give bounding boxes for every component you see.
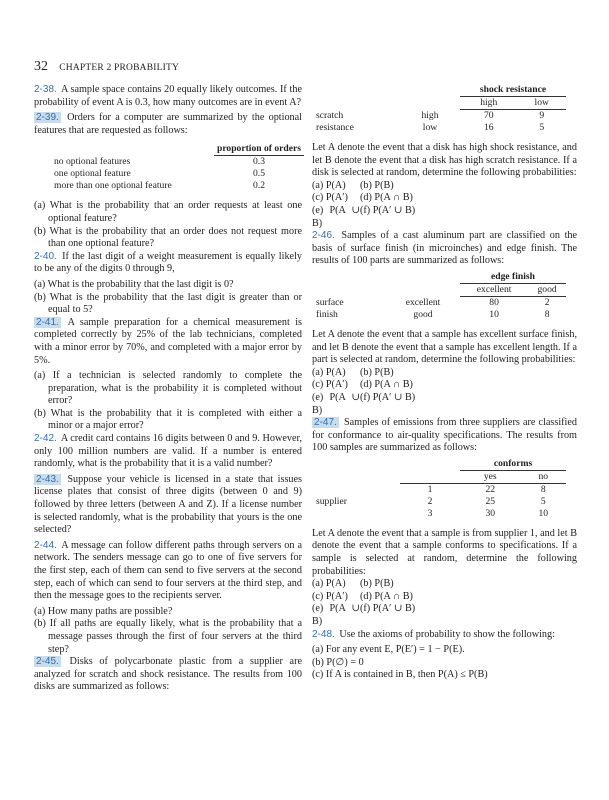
exercise-2-41 xyxy=(34,317,302,433)
part-a: (a) How many paths are possible? xyxy=(34,605,173,617)
exercise-2-40 xyxy=(34,251,302,317)
exercise-2-46 xyxy=(312,230,577,268)
part-b: (b) P(∅) = 0 xyxy=(312,656,364,668)
exercise-text: A message can follow different paths through servers on a network. The senders message can go to one of five servers for the first step, each of them can send to five servers at the second step, each of which can send to four servers at the third step, and then the message goes to the recipients server. xyxy=(34,539,303,602)
table-row: scratch high 70 9 xyxy=(316,109,545,121)
part-b: (b) What is the probability that the last digit is greater than or equal to 5? xyxy=(34,291,302,316)
part-a: (a) What is the probability that the last digit is 0? xyxy=(34,278,234,290)
exercise-text: Use the axioms of probability to show the following: xyxy=(339,628,555,640)
exercise-text: If the last digit of a weight measurement is equally likely to be any of the digits 0 through 9, xyxy=(34,250,303,275)
table-header: edge finish xyxy=(460,271,566,284)
exercise-number: 2-41. xyxy=(36,316,59,328)
conformance-description: Let A denote the event that a sample is from supplier 1, and let B denote the event that a sample conforms to specifications. If a sample is selected at random, determine the following probabilities: xyxy=(312,527,577,577)
exercise-text: Suppose your vehicle is licensed in a state that issues license plates that consist of three digits (between 0 and 9) followed by three letters (between A and Z). If a license number is selected randomly, what is the probability that yours is the one selected? xyxy=(34,473,302,536)
part-b: (b) What is the probability that an order does not request more than one optional feature? xyxy=(34,225,302,250)
right-column xyxy=(312,84,577,682)
exercise-number: 2-43. xyxy=(36,473,59,485)
probability-options: (a) P(A) (b) P(B) (c) P(A′) (d) P(A ∩ B) (e) P(A ∪ B) (f) P(A′ ∪ B) xyxy=(312,366,416,416)
exercise-2-45 xyxy=(34,656,302,694)
conformance-table: conforms yes no 1 22 8 supplier 2 25 5 3 30 10 xyxy=(316,458,566,520)
exercise-text: Orders for a computer are summarized by the optional features that are requested as follows: xyxy=(34,112,302,136)
part-a: (a) What is the probability that an order requests at least one optional feature? xyxy=(34,200,302,224)
exercise-text: A sample space contains 20 equally likely outcomes. If the probability of event A is 0.3, how many outcomes are in event A? xyxy=(34,84,302,108)
table-row: more than one optional feature 0.2 xyxy=(54,180,265,192)
edge-finish-table: edge finish excellent good surface excellent 80 2 finish good 10 8 xyxy=(316,271,566,321)
part-c: (c) If A is contained in B, then P(A) ≤ P(B) xyxy=(312,669,488,681)
exercise-text: Disks of polycarbonate plastic from a supplier are analyzed for scratch and shock resistance. The results from 100 disks are summarized as follows: xyxy=(34,656,302,693)
exercise-number: 2-44. xyxy=(34,539,57,551)
table-row: finish good 10 8 xyxy=(316,308,550,320)
exercise-text: A sample preparation for a chemical measurement is completed correctly by 25% of the lab technicians, completed with a minor error by 70%, and completed with a major error by 5%. xyxy=(34,316,303,366)
exercise-number: 2-39. xyxy=(36,112,59,124)
left-column xyxy=(34,84,302,697)
exercise-number: 2-48. xyxy=(312,628,335,640)
exercise-text: Samples of emissions from three suppliers are classified for conformance to air-quality specifications. The results from 100 samples are summarized as follows: xyxy=(312,417,578,454)
table-row: 3 30 10 xyxy=(427,507,549,519)
exercise-2-43 xyxy=(34,474,302,537)
page-header xyxy=(34,58,179,75)
edge-description: Let A denote the event that a sample has excellent surface finish, and let B denote the event that a sample has excellent length. If a part is selected at random, determine the following probabilities: xyxy=(312,328,577,366)
exercise-2-39 xyxy=(34,112,302,251)
table-row: 1 22 8 xyxy=(316,483,566,496)
part-b: (b) If all paths are equally likely, what is the probability that a message passes through the first of four servers at the third step? xyxy=(34,618,302,655)
part-a: (a) For any event E, P(E′) = 1 − P(E). xyxy=(312,644,465,656)
exercise-number: 2-42. xyxy=(34,433,57,445)
chapter-title: CHAPTER 2 PROBABILITY xyxy=(59,63,180,73)
exercise-number: 2-45. xyxy=(36,656,59,668)
table-header: shock resistance xyxy=(460,84,566,97)
shock-description: Let A denote the event that a disk has high shock resistance, and let B denote the event that a disk has high scratch resistance. If a disk is selected at random, determine the following probabilities: xyxy=(312,142,577,179)
table-header: proportion of orders xyxy=(214,143,304,156)
exercise-number: 2-46. xyxy=(312,230,335,242)
exercise-number: 2-47. xyxy=(314,417,337,429)
table-header: conforms xyxy=(460,458,566,471)
table-row: resistance low 16 5 xyxy=(316,122,545,133)
exercise-2-42 xyxy=(34,433,302,471)
table-row: no optional features 0.3 xyxy=(54,156,265,168)
exercise-2-48 xyxy=(312,629,577,682)
exercise-text: Samples of a cast aluminum part are classified on the basis of surface finish (in microinches) and edge finish. The results of 100 parts are summarized as follows: xyxy=(312,230,578,267)
orders-table xyxy=(54,143,304,192)
table-row: one optional feature 0.5 xyxy=(54,168,265,180)
part-b: (b) What is the probability that it is completed with either a minor or a major error? xyxy=(34,407,302,432)
probability-options: (a) P(A) (b) P(B) (c) P(A′) (d) P(A ∩ B) (e) P(A ∪ B) (f) P(A′ ∪ B) xyxy=(312,179,416,229)
probability-options: (a) P(A) (b) P(B) (c) P(A′) (d) P(A ∩ B) (e) P(A ∪ B) (f) P(A′ ∪ B) xyxy=(312,578,416,628)
table-row: supplier 2 25 5 xyxy=(316,495,546,507)
shock-resistance-table: shock resistance high low scratch high 70 9 resistance low 16 5 xyxy=(316,84,566,134)
exercise-number: 2-40. xyxy=(34,250,57,262)
exercise-2-47 xyxy=(312,417,577,455)
exercise-number: 2-38. xyxy=(34,84,57,95)
exercise-2-38 xyxy=(34,84,302,109)
part-a: (a) If a technician is selected randomly to complete the preparation, what is the probability it is completed without error? xyxy=(34,370,302,407)
exercise-2-44 xyxy=(34,540,302,656)
page-number: 32 xyxy=(34,59,48,74)
exercise-text: A credit card contains 16 digits between 0 and 9. However, only 100 million numbers are valid. If a number is entered randomly, what is the probability that it is a valid number? xyxy=(34,433,303,470)
table-row: surface excellent 80 2 xyxy=(316,296,550,308)
